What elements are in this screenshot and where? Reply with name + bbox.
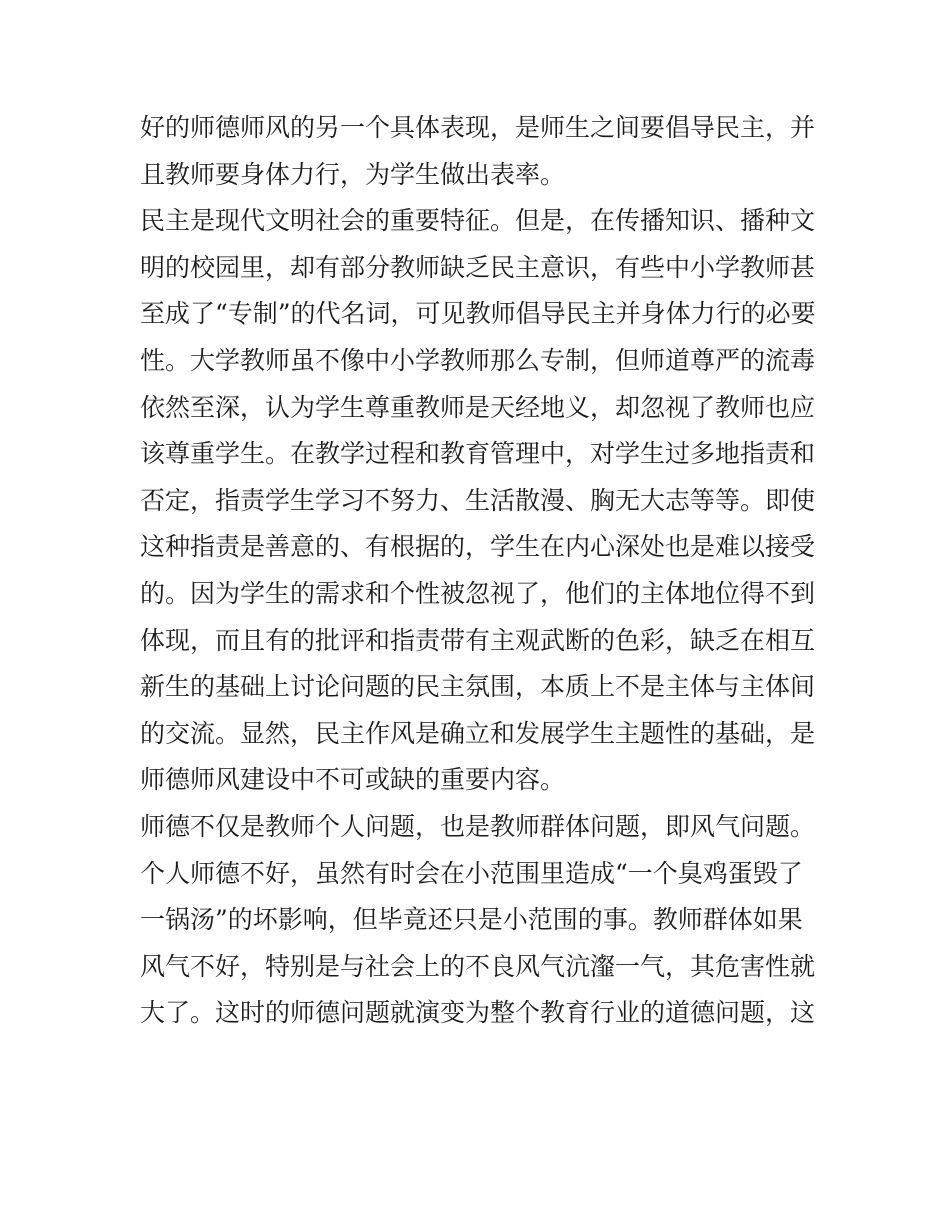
text-line: 的。因为学生的需求和个性被忽视了，他们的主体地位得不到: [140, 578, 816, 608]
text-line: 风气不好，特别是与社会上的不良风气沆瀣一气，其危害性就: [140, 951, 816, 981]
body-text: [140, 105, 820, 1037]
text-line: 明的校园里，却有部分教师缺乏民主意识，有些中小学教师甚: [140, 252, 816, 282]
text-line: 且教师要身体力行，为学生做出表率。: [140, 159, 566, 189]
text-line: 依然至深，认为学生尊重教师是天经地义，却忽视了教师也应: [140, 392, 816, 422]
text-line: 民主是现代文明社会的重要特征。但是，在传播知识、播种文: [140, 206, 816, 236]
text-line: 好的师德师风的另一个具体表现，是师生之间要倡导民主，并: [140, 113, 816, 142]
text-line: 这种指责是善意的、有根据的，学生在内心深处也是难以接受: [140, 532, 816, 562]
text-line: 师德师风建设中不可或缺的重要内容。: [140, 765, 566, 795]
text-line: 否定，指责学生学习不努力、生活散漫、胸无大志等等。即使: [140, 485, 816, 515]
text-line: 性。大学教师虽不像中小学教师那么专制，但师道尊严的流毒: [140, 345, 816, 375]
text-line: 师德不仅是教师个人问题，也是教师群体问题，即风气问题。: [140, 811, 816, 841]
text-line: 大了。这时的师德问题就演变为整个教育行业的道德问题，这: [140, 998, 816, 1028]
text-line: 体现，而且有的批评和指责带有主观武断的色彩，缺乏在相互: [140, 625, 816, 655]
text-line: 该尊重学生。在教学过程和教育管理中，对学生过多地指责和: [140, 439, 816, 469]
text-line: 个人师德不好，虽然有时会在小范围里造成“一个臭鸡蛋毁了: [140, 858, 803, 888]
text-line: 的交流。显然，民主作风是确立和发展学生主题性的基础，是: [140, 718, 816, 748]
text-line: 至成了“专制”的代名词，可见教师倡导民主并身体力行的必要: [140, 299, 816, 329]
text-line: 一锅汤”的坏影响，但毕竟还只是小范围的事。教师群体如果: [140, 905, 803, 935]
text-line: 新生的基础上讨论问题的民主氛围，本质上不是主体与主体间: [140, 672, 816, 702]
